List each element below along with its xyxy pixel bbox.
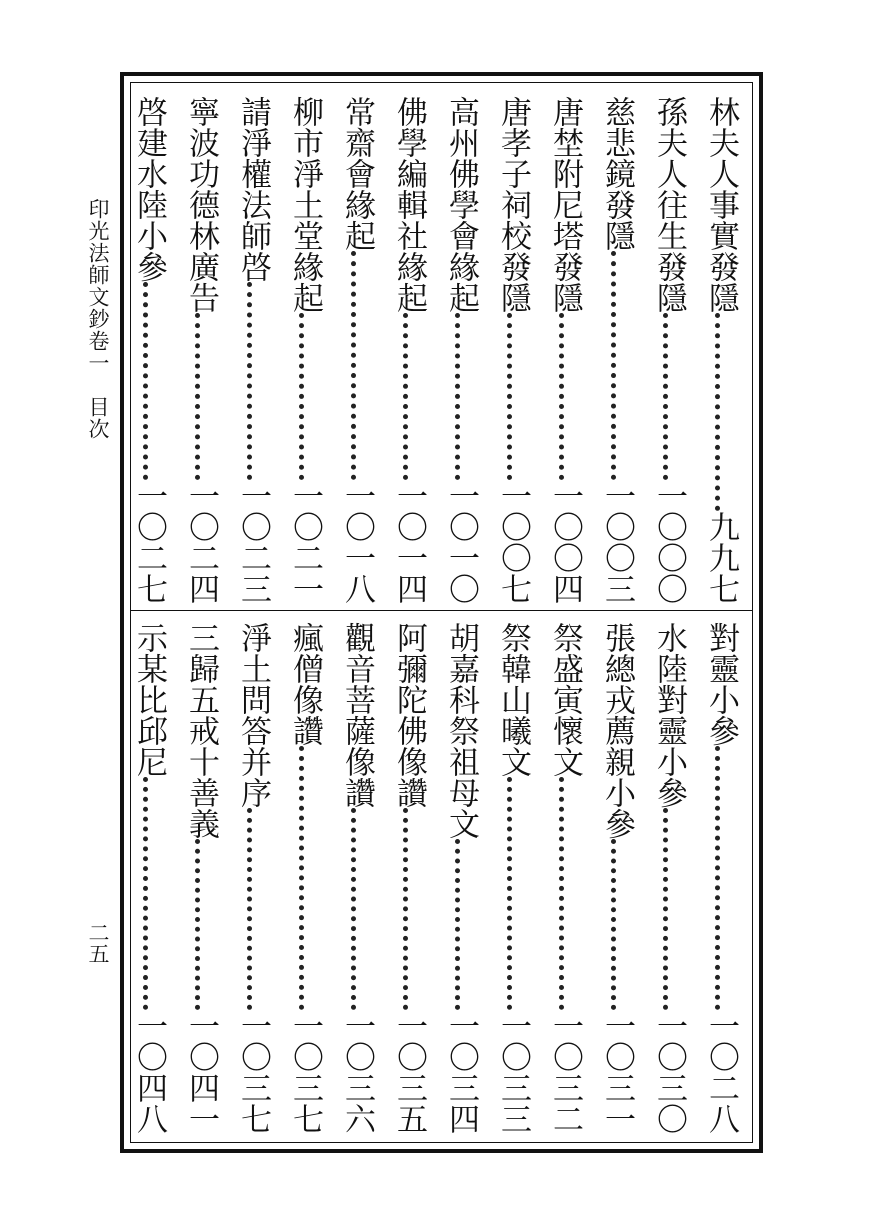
toc-entry xyxy=(184,96,218,604)
toc-entry xyxy=(496,96,530,604)
toc-entry xyxy=(652,622,686,1134)
toc-entry-page: 一〇三三 xyxy=(495,1010,531,1134)
toc-entry-page: 一〇二八 xyxy=(703,1010,739,1134)
toc-entry-title: 唐埜附尼塔發隱 xyxy=(547,96,583,313)
toc-entry-title: 寧波功德林廣告 xyxy=(183,96,219,313)
dot-leader xyxy=(559,313,571,480)
dot-leader xyxy=(195,839,207,1010)
toc-entry-page: 一〇三六 xyxy=(339,1010,375,1134)
dot-leader xyxy=(403,313,415,480)
toc-entry-title: 祭盛寅懷文 xyxy=(547,622,583,777)
toc-entry-page: 一〇一四 xyxy=(391,480,427,604)
toc-entry-page: 一〇二七 xyxy=(131,480,167,604)
toc-entry xyxy=(548,622,582,1134)
toc-entry xyxy=(444,622,478,1134)
dot-leader xyxy=(455,839,467,1010)
toc-entry-page: 一〇一〇 xyxy=(443,480,479,604)
toc-entry xyxy=(340,96,374,604)
book-title-header: 印光法師文鈔卷一 目次 xyxy=(86,198,110,440)
toc-entry-title: 水陸對靈小參 xyxy=(651,622,687,808)
toc-entry xyxy=(600,622,634,1134)
toc-entry xyxy=(236,96,270,604)
toc-entry-title: 瘋僧像讚 xyxy=(287,622,323,746)
section-divider xyxy=(130,610,753,611)
toc-entry xyxy=(548,96,582,604)
toc-entry-title: 祭韓山曦文 xyxy=(495,622,531,777)
toc-entry xyxy=(444,96,478,604)
dot-leader xyxy=(195,313,207,480)
toc-entry xyxy=(652,96,686,604)
toc-entry-page: 一〇二三 xyxy=(235,480,271,604)
toc-entry-page: 一〇三一 xyxy=(599,1010,635,1134)
toc-entry xyxy=(132,622,166,1134)
dot-leader xyxy=(247,808,259,1010)
toc-entry-title: 淨土問答并序 xyxy=(235,622,271,808)
toc-entry-title: 啓建水陸小參 xyxy=(131,96,167,282)
toc-entry xyxy=(496,622,530,1134)
dot-leader xyxy=(507,313,519,480)
dot-leader xyxy=(611,839,623,1010)
toc-entry-page: 一〇三七 xyxy=(287,1010,323,1134)
toc-entry xyxy=(288,622,322,1134)
dot-leader xyxy=(663,313,675,480)
toc-entry-page: 一〇一八 xyxy=(339,480,375,604)
dot-leader xyxy=(143,282,155,480)
toc-entry xyxy=(184,622,218,1134)
dot-leader xyxy=(559,777,571,1010)
toc-entry-title: 慈悲鏡發隱 xyxy=(599,96,635,251)
toc-entry xyxy=(288,96,322,604)
toc-entry-title: 阿彌陀佛像讚 xyxy=(391,622,427,808)
toc-entry-title: 對靈小參 xyxy=(703,622,739,746)
toc-entry-title: 胡嘉科祭祖母文 xyxy=(443,622,479,839)
toc-entry-page: 一〇四八 xyxy=(131,1010,167,1134)
toc-entry-page: 一〇〇三 xyxy=(599,480,635,604)
toc-entry-page: 一〇〇〇 xyxy=(651,480,687,604)
toc-entry-title: 常齋會緣起 xyxy=(339,96,375,251)
dot-leader xyxy=(351,251,363,480)
toc-entry-page: 一〇三五 xyxy=(391,1010,427,1134)
toc-entry-title: 孫夫人往生發隱 xyxy=(651,96,687,313)
toc-entry-title: 林夫人事實發隱 xyxy=(703,96,739,313)
toc-entry-title: 唐孝子祠校發隱 xyxy=(495,96,531,313)
dot-leader xyxy=(611,251,623,480)
dot-leader xyxy=(403,808,415,1010)
toc-entry-page: 一〇二四 xyxy=(183,480,219,604)
toc-entry-page: 九九七 xyxy=(703,511,739,604)
dot-leader xyxy=(455,313,467,480)
dot-leader xyxy=(351,808,363,1010)
dot-leader xyxy=(299,313,311,480)
toc-entry xyxy=(392,96,426,604)
toc-entry xyxy=(132,96,166,604)
toc-entry xyxy=(704,96,738,604)
toc-entry xyxy=(600,96,634,604)
toc-entry-title: 示某比邱尼 xyxy=(131,622,167,777)
toc-entry-page: 一〇三〇 xyxy=(651,1010,687,1134)
toc-entry-page: 一〇三七 xyxy=(235,1010,271,1134)
dot-leader xyxy=(715,313,727,511)
toc-entry xyxy=(704,622,738,1134)
toc-entry-title: 觀音菩薩像讚 xyxy=(339,622,375,808)
toc-entry-page: 一〇〇四 xyxy=(547,480,583,604)
toc-entry-title: 佛學編輯社緣起 xyxy=(391,96,427,313)
dot-leader xyxy=(299,746,311,1010)
toc-entry xyxy=(236,622,270,1134)
toc-entry xyxy=(392,622,426,1134)
toc-entry-page: 一〇三二 xyxy=(547,1010,583,1134)
dot-leader xyxy=(507,777,519,1010)
toc-entry-page: 一〇二一 xyxy=(287,480,323,604)
toc-entry-page: 一〇四一 xyxy=(183,1010,219,1134)
toc-entry-page: 一〇〇七 xyxy=(495,480,531,604)
toc-entry-title: 三歸五戒十善義 xyxy=(183,622,219,839)
page-number: 二五 xyxy=(86,922,110,964)
dot-leader xyxy=(143,777,155,1010)
dot-leader xyxy=(247,282,259,480)
toc-entry-title: 高州佛學會緣起 xyxy=(443,96,479,313)
toc-entry-page: 一〇三四 xyxy=(443,1010,479,1134)
toc-entry xyxy=(340,622,374,1134)
dot-leader xyxy=(663,808,675,1010)
toc-entry-title: 張總戎薦親小參 xyxy=(599,622,635,839)
dot-leader xyxy=(715,746,727,1010)
toc-entry-title: 柳市淨土堂緣起 xyxy=(287,96,323,313)
toc-entry-title: 請淨權法師啓 xyxy=(235,96,271,282)
